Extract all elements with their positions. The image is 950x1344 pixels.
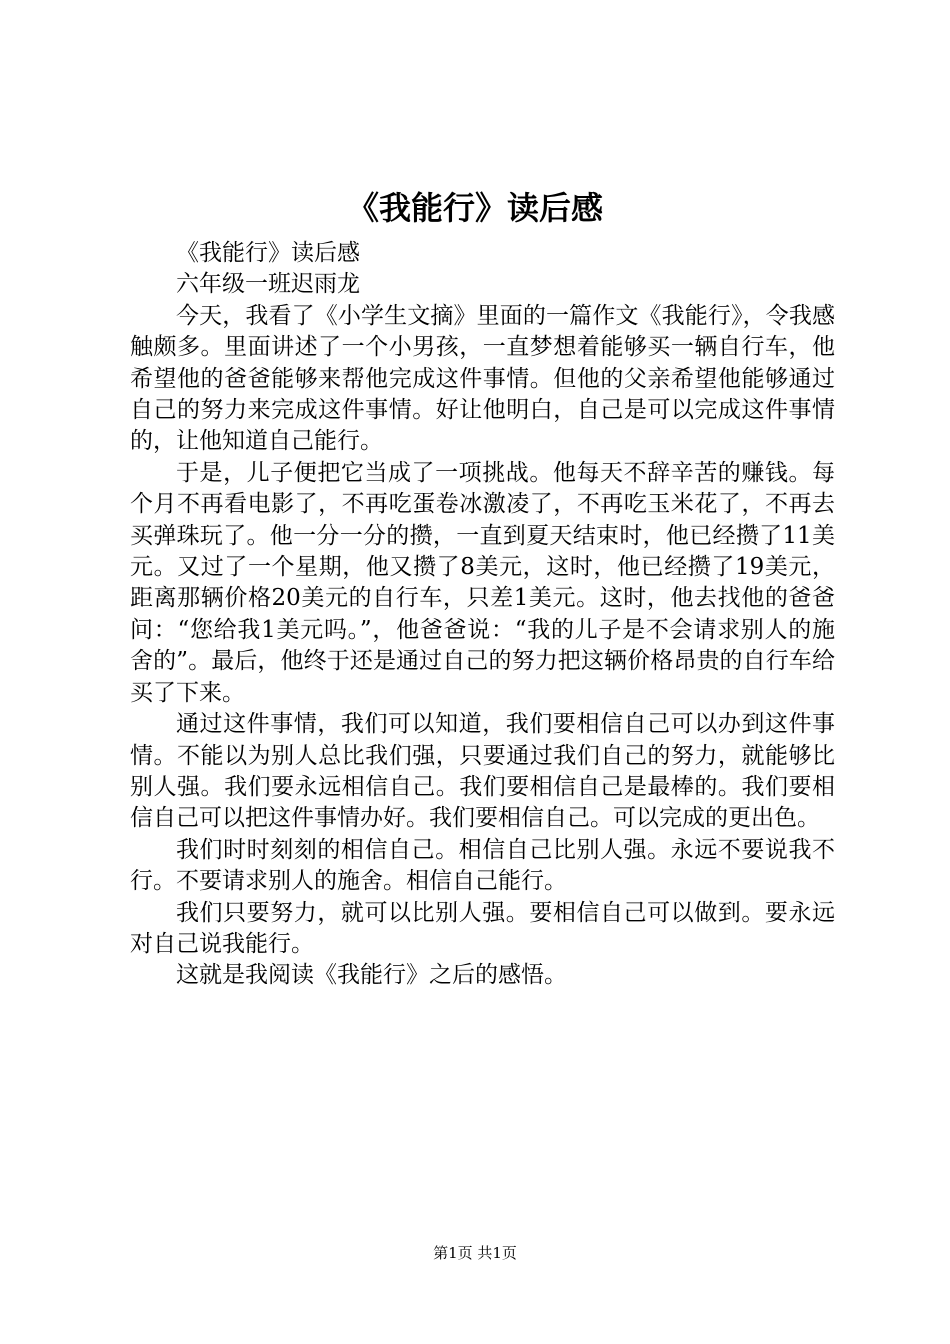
paragraph: 通过这件事情，我们可以知道，我们要相信自己可以办到这件事情。不能以为别人总比我们强，只要通过我们自己的努力，就能够比别人强。我们要永远相信自己。我们要相信自己是最棒的。我们要相信自己可以把这件事情办好。我们要相信自己。可以完成的更出色。: [130, 711, 835, 832]
paragraph: 我们只要努力，就可以比别人强。要相信自己可以做到。要永远对自己说我能行。: [130, 899, 835, 957]
page-footer: 第1页 共1页: [433, 1244, 517, 1262]
paragraph: 于是，儿子便把它当成了一项挑战。他每天不辞辛苦的赚钱。每个月不再看电影了，不再吃蛋卷冰激凌了，不再吃玉米花了，不再去买弹珠玩了。他一分一分的攒，一直到夏天结束时，他已经攒了11美元。又过了一个星期，他又攒了8美元，这时，他已经攒了19美元，距离那辆价格20美元的自行车，只差1美元。这时，他去找他的爸爸问：“您给我1美元吗。”，他爸爸说：“我的儿子是不会请求别人的施舍的”。最后，他终于还是通过自己的努力把这辆价格昂贵的自行车给买了下来。: [130, 459, 835, 706]
paragraph: 今天，我看了《小学生文摘》里面的一篇作文《我能行》，令我感触颇多。里面讲述了一个小男孩，一直梦想着能够买一辆自行车，他希望他的爸爸能够来帮他完成这件事情。但他的父亲希望他能够通过自己的努力来完成这件事情。好让他明白，自己是可以完成这件事情的，让他知道自己能行。: [130, 302, 835, 455]
paragraph: 我们时时刻刻的相信自己。相信自己比别人强。永远不要说我不行。不要请求别人的施舍。相信自己能行。: [130, 836, 835, 895]
paragraph: 这就是我阅读《我能行》之后的感悟。: [176, 962, 567, 989]
page-title: 《我能行》读后感: [346, 189, 603, 227]
paragraph-subtitle: 《我能行》读后感: [176, 240, 360, 266]
paragraph-author: 六年级一班迟雨龙: [176, 271, 360, 298]
document-body: [130, 238, 835, 992]
